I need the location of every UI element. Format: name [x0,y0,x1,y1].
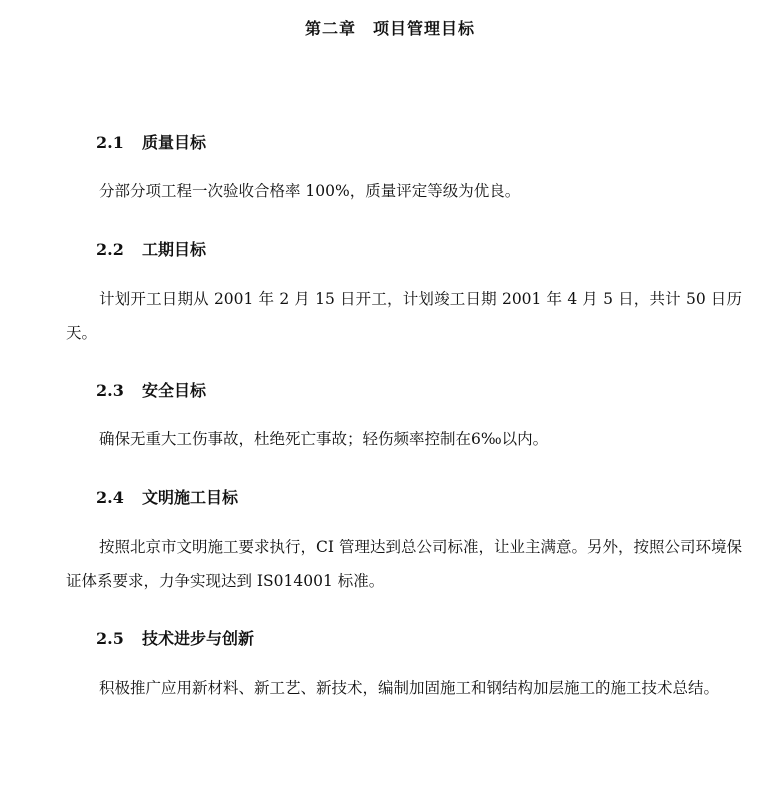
section-title: 质量目标 [142,133,207,152]
section-heading-2-3 [96,378,206,401]
section-heading-2-2 [96,237,206,260]
section-title: 文明施工目标 [142,488,239,507]
section-paragraph-2-4: 按照北京市文明施工要求执行，CI 管理达到总公司标准，让业主满意。另外，按照公司环境保证体系要求，力争实现达到 IS014001 标准。 [66,538,742,590]
section-paragraph-2-2: 计划开工日期从 2001 年 2 月 15 日开工，计划竣工日期 2001 年 4 月 5 日，共计 50 日历天。 [66,290,742,342]
chapter-title: 第二章 项目管理目标 [304,19,475,38]
section-title: 安全目标 [142,381,207,400]
section-paragraph-2-3: 确保无重大工伤事故，杜绝死亡事故；轻伤频率控制在6‰以内。 [99,430,549,448]
section-heading-2-1 [96,130,206,153]
section-paragraph-2-5: 积极推广应用新材料、新工艺、新技术，编制加固施工和钢结构加层施工的施工技术总结。 [99,679,720,697]
section-paragraph-2-1: 分部分项工程一次验收合格率 100%，质量评定等级为优良。 [99,182,521,200]
section-heading-2-5 [96,626,254,649]
section-number: 2.2 [96,240,124,259]
section-title: 工期目标 [142,240,207,259]
section-title: 技术进步与创新 [142,629,255,648]
section-number: 2.1 [96,133,124,152]
section-number: 2.3 [96,381,124,400]
section-number: 2.4 [96,488,124,507]
section-heading-2-4 [96,485,238,508]
section-number: 2.5 [96,629,124,648]
